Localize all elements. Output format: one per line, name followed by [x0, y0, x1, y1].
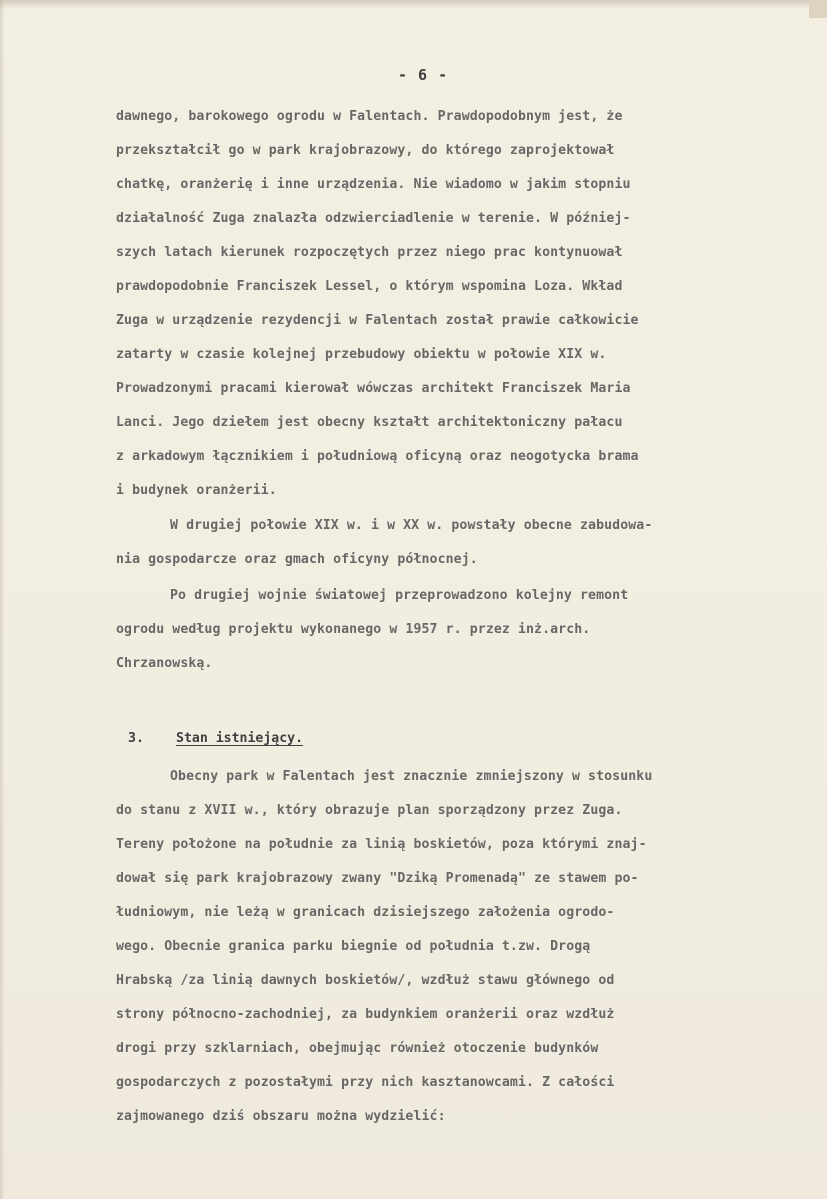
text-line: Prowadzonymi pracami kierował wówczas architekt Franciszek Maria — [116, 381, 631, 396]
text-line: chatkę, oranżerię i inne urządzenia. Nie wiadomo w jakim stopniu — [116, 177, 631, 192]
text-line: nia gospodarcze oraz gmach oficyny północnej. — [116, 552, 478, 567]
page-number: - 6 - — [398, 66, 449, 84]
text-line: zatarty w czasie kolejnej przebudowy obiektu w połowie XIX w. — [116, 347, 607, 362]
text-line: wego. Obecnie granica parku biegnie od południa t.zw. Drogą — [116, 939, 591, 954]
section-number: 3. — [128, 731, 144, 746]
text-line: strony północno-zachodniej, za budynkiem oranżerii oraz wzdłuż — [116, 1007, 615, 1022]
page-left-edge-shadow — [0, 0, 5, 1199]
text-line: ogrodu według projektu wykonanego w 1957 r. przez inż.arch. — [116, 622, 591, 637]
text-line: Chrzanowską. — [116, 656, 213, 671]
text-line: dował się park krajobrazowy zwany "Dziką Promenadą" ze stawem po- — [116, 871, 639, 886]
text-line: łudniowym, nie leżą w granicach dzisiejszego założenia ogrodo- — [116, 905, 615, 920]
text-line: przekształcił go w park krajobrazowy, do którego zaprojektował — [116, 143, 615, 158]
text-line: Obecny park w Falentach jest znacznie zmniejszony w stosunku — [170, 769, 653, 784]
text-line: i budynek oranżerii. — [116, 483, 277, 498]
text-line: z arkadowym łącznikiem i południową oficyną oraz neogotycka brama — [116, 449, 639, 464]
text-line: W drugiej połowie XIX w. i w XX w. powstały obecne zabudowa- — [170, 518, 653, 533]
text-line: Po drugiej wojnie światowej przeprowadzono kolejny remont — [170, 588, 629, 603]
text-line: Tereny położone na południe za linią boskietów, poza którymi znaj- — [116, 837, 647, 852]
text-line: drogi przy szklarniach, obejmując również otoczenie budynków — [116, 1041, 599, 1056]
text-line: Lanci. Jego dziełem jest obecny kształt architektoniczny pałacu — [116, 415, 623, 430]
page-top-edge-shadow — [0, 0, 827, 9]
text-line: szych latach kierunek rozpoczętych przez niego prac kontynuował — [116, 245, 623, 260]
text-line: do stanu z XVII w., który obrazuje plan sporządzony przez Zuga. — [116, 803, 623, 818]
text-line: prawdopodobnie Franciszek Lessel, o którym wspomina Loza. Wkład — [116, 279, 623, 294]
text-line: Zuga w urządzenie rezydencji w Falentach został prawie całkowicie — [116, 313, 639, 328]
page-corner — [809, 0, 827, 18]
text-line: zajmowanego dziś obszaru można wydzielić: — [116, 1109, 446, 1124]
text-line: dawnego, barokowego ogrodu w Falentach. Prawdopodobnym jest, że — [116, 109, 623, 124]
text-line: gospodarczych z pozostałymi przy nich kasztanowcami. Z całości — [116, 1075, 615, 1090]
text-line: Hrabską /za linią dawnych boskietów/, wzdłuż stawu głównego od — [116, 973, 615, 988]
section-title: Stan istniejący. — [176, 731, 304, 746]
text-line: działalność Zuga znalazła odzwierciadlenie w terenie. W później- — [116, 211, 631, 226]
